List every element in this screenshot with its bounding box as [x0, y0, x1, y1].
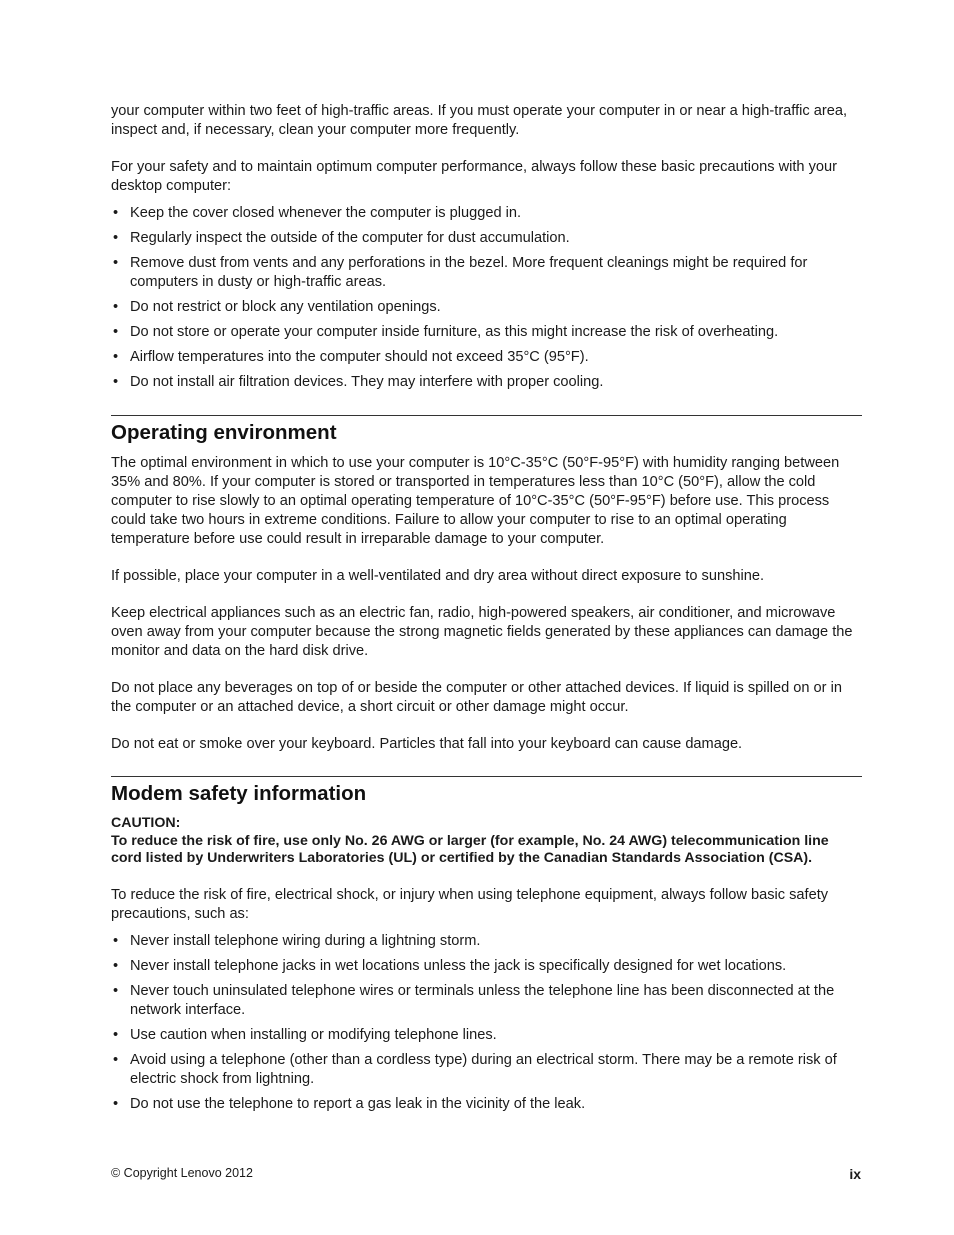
operating-paragraph: Do not place any beverages on top of or beside the computer or other attached devices. If liquid is spilled on or in the computer or an attached device, a short circuit or other damage might occur. — [111, 680, 842, 715]
modem-safety-heading: Modem safety information — [111, 782, 367, 805]
operating-paragraph: Keep electrical appliances such as an electric fan, radio, high-powered speakers, air conditioner, and microwave oven away from your computer because the strong magnetic fields generated by these appliances can damage the monitor and data on the hard disk drive. — [111, 605, 853, 659]
operating-environment-heading: Operating environment — [111, 421, 337, 444]
precautions-lead: For your safety and to maintain optimum computer performance, always follow these basic precautions with your desktop computer: — [111, 159, 837, 194]
list-item: • Never touch uninsulated telephone wires or terminals unless the telephone line has been disconnected at the network interface. — [111, 982, 862, 1020]
intro-continuation: your computer within two feet of high-traffic areas. If you must operate your computer in or near a high-traffic area, inspect and, if necessary, clean your computer more frequently. — [111, 103, 847, 138]
list-item: • Regularly inspect the outside of the computer for dust accumulation. — [111, 229, 862, 248]
list-item: • Remove dust from vents and any perforations in the bezel. More frequent cleanings might be required for computers in dusty or high-traffic areas. — [111, 254, 862, 292]
operating-paragraph: The optimal environment in which to use your computer is 10°C-35°C (50°F-95°F) with humidity ranging between 35% and 80%. If your computer is stored or transported in temperatures less than 10°C (50°F), allow the cold computer to rise slowly to an optimal operating temperature of 10°C-35°C (50°F-95°F) before use. This process could take two hours in extreme conditions. Failure to allow your computer to rise to an optimal operating temperature before use could result in irreparable damage to your computer. — [111, 455, 840, 547]
list-item: • Never install telephone jacks in wet locations unless the jack is specifically designed for wet locations. — [111, 957, 862, 976]
caution-text: To reduce the risk of fire, use only No. 26 AWG or larger (for example, No. 24 AWG) telecommunication line cord listed by Underwriters Laboratories (UL) or certified by the Canadian Standards Association (CSA). — [111, 832, 829, 866]
precautions-list — [111, 204, 862, 392]
list-item: • Never install telephone wiring during a lightning storm. — [111, 932, 862, 951]
list-item: • Airflow temperatures into the computer should not exceed 35°C (95°F). — [111, 348, 862, 367]
section-divider — [111, 415, 862, 416]
modem-precautions-list — [111, 932, 862, 1114]
list-item: • Use caution when installing or modifying telephone lines. — [111, 1026, 862, 1045]
list-item: • Do not use the telephone to report a gas leak in the vicinity of the leak. — [111, 1095, 862, 1114]
list-item: • Keep the cover closed whenever the computer is plugged in. — [111, 204, 862, 223]
page-body — [111, 102, 862, 1120]
list-item: • Do not install air filtration devices. They may interfere with proper cooling. — [111, 373, 862, 392]
list-item: • Do not store or operate your computer inside furniture, as this might increase the risk of overheating. — [111, 323, 862, 342]
list-item: • Do not restrict or block any ventilation openings. — [111, 298, 862, 317]
modem-lead: To reduce the risk of fire, electrical shock, or injury when using telephone equipment, always follow basic safety precautions, such as: — [111, 886, 829, 922]
caution-label: CAUTION: — [111, 815, 181, 831]
copyright-notice: © Copyright Lenovo 2012 — [111, 1166, 253, 1180]
caution-notice — [111, 815, 862, 868]
list-item: • Avoid using a telephone (other than a cordless type) during an electrical storm. There may be a remote risk of electric shock from lightning. — [111, 1051, 862, 1089]
operating-paragraph: If possible, place your computer in a well-ventilated and dry area without direct exposure to sunshine. — [111, 568, 765, 584]
section-divider — [111, 776, 862, 777]
page-number: ix — [849, 1166, 861, 1182]
operating-paragraph: Do not eat or smoke over your keyboard. Particles that fall into your keyboard can cause damage. — [111, 736, 743, 752]
